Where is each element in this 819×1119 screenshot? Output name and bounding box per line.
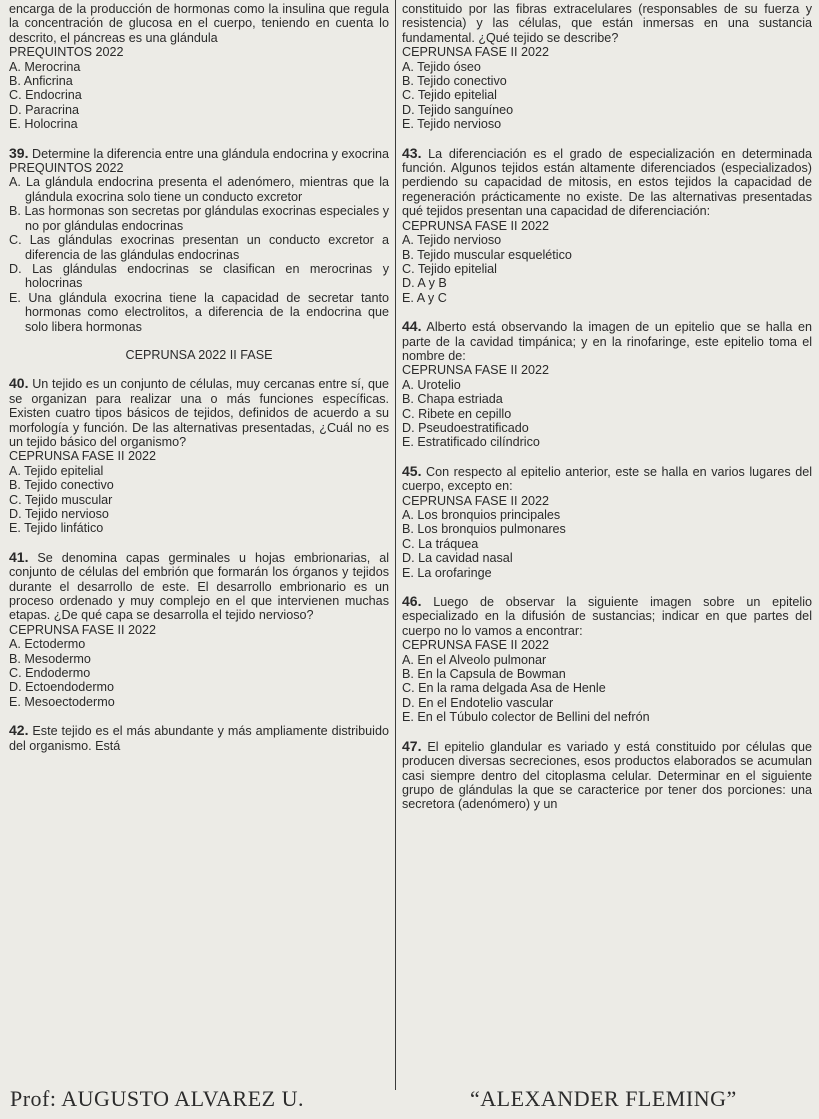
question-source: CEPRUNSA FASE II 2022 bbox=[402, 218, 549, 233]
question-number: 40. bbox=[9, 375, 29, 392]
question-number: 47. bbox=[402, 737, 422, 754]
school-name-footer: “ALEXANDER FLEMING” bbox=[470, 1086, 737, 1111]
answer-option: D. Tejido nervioso bbox=[9, 507, 109, 521]
question-number: 43. bbox=[402, 144, 422, 161]
question-44 bbox=[402, 319, 812, 363]
answer-option: D. La cavidad nasal bbox=[402, 551, 513, 566]
question-45 bbox=[402, 464, 812, 494]
question-text: Luego de observar la siguiente imagen sobre un epitelio especializado en la difusión de sustancias; indicar en que partes del cuerpo no lo vamos a encontrar: bbox=[402, 595, 812, 638]
answer-option: A. Los bronquios principales bbox=[402, 508, 561, 522]
question-source: CEPRUNSA FASE II 2022 bbox=[9, 449, 156, 464]
question-source: CEPRUNSA FASE II 2022 bbox=[402, 493, 549, 508]
right-column bbox=[402, 2, 812, 812]
answer-option: D. Paracrina bbox=[9, 102, 79, 117]
question-number: 39. bbox=[9, 144, 29, 161]
question-47 bbox=[402, 739, 812, 812]
question-source: CEPRUNSA FASE II 2022 bbox=[402, 363, 549, 378]
answer-option: A. La glándula endocrina presenta el adenómero, mientras que la glándula exocrina solo tiene un conducto excretor bbox=[9, 175, 389, 204]
continued-question-text: constituido por las fibras extracelulares (responsables de su fuerza y resistencia) y las células, que están inmersas en una sustancia fundamental. ¿Qué tejido se describe? bbox=[402, 2, 812, 45]
question-text: La diferenciación es el grado de especialización en determinada función. Algunos tejidos están altamente diferenciados (especializados) perdiendo su capacidad de mitosis, en estos tejidos la capacidad de regeneración prácticamente no existe. De las alternativas presentadas qué tejidos presentan una capacidad de diferenciación: bbox=[402, 146, 812, 219]
left-column bbox=[9, 2, 389, 753]
answer-option: A. Urotelio bbox=[402, 377, 461, 392]
answer-option: C. La tráquea bbox=[402, 536, 479, 551]
question-43 bbox=[402, 146, 812, 219]
answer-option: E. Tejido nervioso bbox=[402, 117, 502, 132]
answer-option: B. En la Capsula de Bowman bbox=[402, 667, 566, 682]
question-40 bbox=[9, 376, 389, 449]
teacher-name-footer: Prof: AUGUSTO ALVAREZ U. bbox=[10, 1086, 304, 1111]
answer-option: E. A y C bbox=[402, 290, 447, 305]
answer-option: A. En el Alveolo pulmonar bbox=[402, 652, 547, 667]
question-source: CEPRUNSA FASE II 2022 bbox=[402, 45, 549, 60]
question-41 bbox=[9, 550, 389, 623]
answer-option: C. Tejido epitelial bbox=[402, 88, 497, 103]
answer-option: A. Tejido óseo bbox=[402, 59, 481, 74]
question-source: CEPRUNSA FASE II 2022 bbox=[402, 638, 549, 653]
answer-option: A. Ectodermo bbox=[9, 637, 86, 652]
question-text: Con respecto al epitelio anterior, este se halla en varios lugares del cuerpo, excepto en: bbox=[402, 464, 812, 494]
question-source: PREQUINTOS 2022 bbox=[9, 161, 124, 176]
answer-option: C. En la rama delgada Asa de Henle bbox=[402, 681, 606, 696]
answer-option: B. Chapa estriada bbox=[402, 392, 503, 407]
answer-option: C. Tejido muscular bbox=[9, 492, 113, 507]
question-text: Alberto está observando la imagen de un epitelio que se halla en parte de la cavidad timpánica; y en la rinofaringe, este epitelio toma el nombre de: bbox=[402, 320, 812, 363]
question-source: PREQUINTOS 2022 bbox=[9, 45, 124, 60]
answer-option: A. Tejido epitelial bbox=[9, 463, 104, 478]
column-divider bbox=[395, 0, 396, 1090]
answer-option: B. Los bronquios pulmonares bbox=[402, 522, 566, 537]
answer-option: D. Ectoendodermo bbox=[9, 680, 115, 695]
answer-option: C. Endodermo bbox=[9, 666, 91, 681]
question-number: 41. bbox=[9, 548, 29, 565]
answer-option: D. Las glándulas endocrinas se clasifican en merocrinas y holocrinas bbox=[9, 261, 389, 291]
question-text: Determine la diferencia entre una glándula endocrina y exocrina bbox=[31, 146, 390, 161]
answer-option: A. Merocrina bbox=[9, 59, 81, 74]
answer-option: E. En el Túbulo colector de Bellini del nefrón bbox=[402, 710, 650, 725]
answer-option: E. Estratificado cilíndrico bbox=[402, 435, 540, 450]
question-text: El epitelio glandular es variado y está constituido por células que producen diversas secreciones, esos productos elaborados se acumulan casi siempre dentro del citoplasma celular. Determinar en el siguiente grupo de glándulas la que se caracterice por tener dos porciones: una secretora (adenómero) y un bbox=[402, 739, 812, 812]
answer-option: B. Anficrina bbox=[9, 74, 73, 89]
question-source: CEPRUNSA 2022 II FASE bbox=[125, 347, 273, 362]
answer-option: E. Mesoectodermo bbox=[9, 694, 115, 709]
answer-option: E. Tejido linfático bbox=[9, 521, 104, 536]
answer-option: B. Las hormonas son secretas por glándulas exocrinas especiales y no por glándulas endocrinas bbox=[9, 204, 389, 233]
answer-option: C. Tejido epitelial bbox=[402, 261, 497, 276]
question-text: Este tejido es el más abundante y más ampliamente distribuido del organismo. Está bbox=[9, 724, 389, 753]
question-text: Un tejido es un conjunto de células, muy cercanas entre sí, que se organizan para realizar una o más funciones específicas. Existen cuatro tipos básicos de tejidos, definidos de acuerdo a su morfología y función. De las alternativas presentadas, ¿Cuál no es un tejido básico del organismo? bbox=[9, 377, 389, 449]
question-text: Se denomina capas germinales u hojas embrionarias, al conjunto de células del embrión que formarán los órganos y tejidos durante el desarrollo de este. El desarrollo embrionario es un proceso ordenado y muy complejo en el que intervienen muchas etapas. ¿De qué capa se desarrolla el tejido nervioso? bbox=[9, 550, 390, 623]
answer-option: C. Ribete en cepillo bbox=[402, 406, 512, 421]
answer-option: E. Holocrina bbox=[9, 117, 78, 132]
answer-option: D. A y B bbox=[402, 276, 447, 291]
answer-option: D. En el Endotelio vascular bbox=[402, 695, 554, 710]
question-39 bbox=[9, 146, 389, 161]
question-number: 42. bbox=[9, 722, 29, 739]
continued-question-text: encarga de la producción de hormonas como la insulina que regula la concentración de glucosa en el cuerpo, teniendo en cuenta lo descrito, el páncreas es una glándula bbox=[9, 2, 389, 45]
question-number: 46. bbox=[402, 593, 422, 610]
answer-option: C. Las glándulas exocrinas presentan un conducto excretor a diferencia de las glándulas endocrinas bbox=[9, 233, 389, 262]
answer-option: B. Tejido conectivo bbox=[9, 478, 114, 493]
answer-option: C. Endocrina bbox=[9, 88, 82, 103]
answer-option: A. Tejido nervioso bbox=[402, 233, 502, 248]
question-number: 45. bbox=[402, 462, 422, 479]
answer-option: E. La orofaringe bbox=[402, 565, 492, 580]
question-source: CEPRUNSA FASE II 2022 bbox=[9, 622, 156, 637]
question-42 bbox=[9, 723, 389, 753]
answer-option: D. Pseudoestratificado bbox=[402, 420, 529, 435]
answer-option: B. Tejido conectivo bbox=[402, 74, 507, 89]
question-46 bbox=[402, 594, 812, 638]
answer-option: E. Una glándula exocrina tiene la capacidad de secretar tanto hormonas como electrolitos, a diferencia de la endocrina que solo libera hormonas bbox=[9, 290, 389, 334]
answer-option: B. Tejido muscular esquelético bbox=[402, 247, 572, 262]
answer-option: B. Mesodermo bbox=[9, 651, 91, 666]
answer-option: D. Tejido sanguíneo bbox=[402, 102, 514, 117]
question-number: 44. bbox=[402, 318, 422, 335]
